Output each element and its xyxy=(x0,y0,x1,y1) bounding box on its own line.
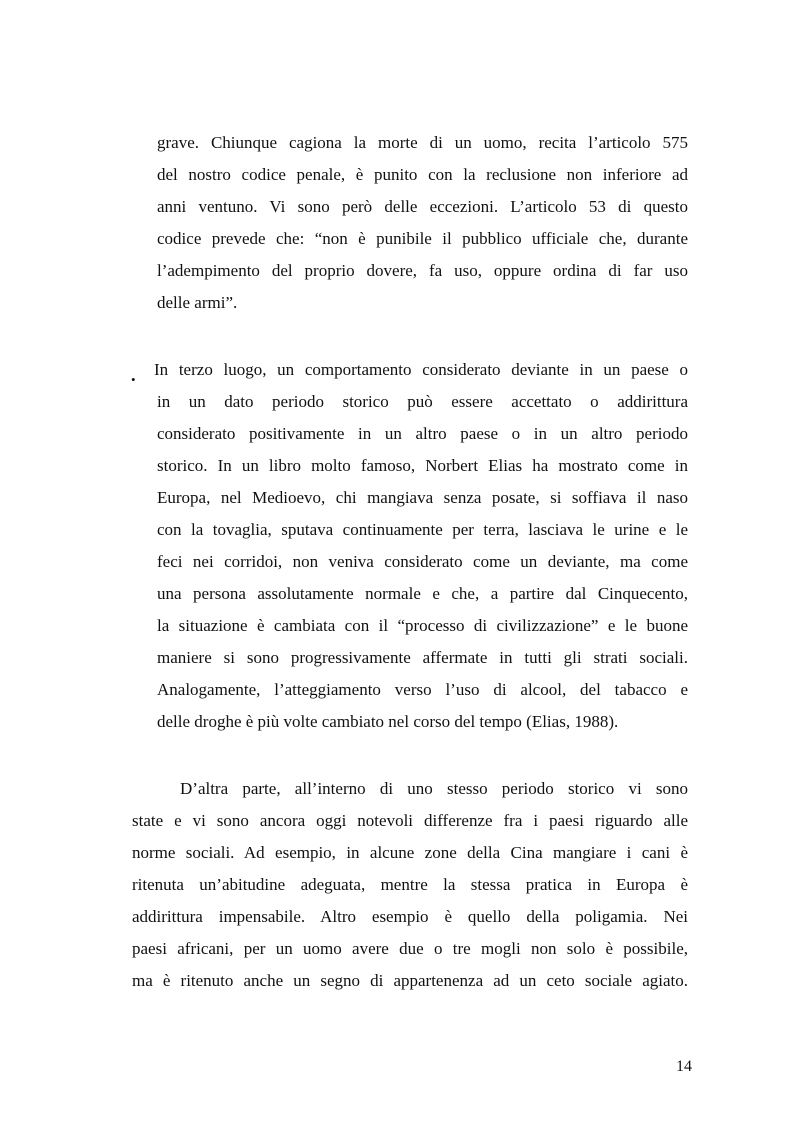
text-line: anni ventuno. Vi sono però delle eccezioni. L’articolo 53 di questo xyxy=(157,197,688,216)
text-line: Analogamente, l’atteggiamento verso l’uso di alcool, del tabacco e xyxy=(157,680,688,699)
text-line: considerato positivamente in un altro paese o in un altro periodo xyxy=(157,424,688,443)
text-line: delle armi”. xyxy=(157,293,238,312)
text-line: delle droghe è più volte cambiato nel corso del tempo (Elias, 1988). xyxy=(157,712,619,731)
text-line: state e vi sono ancora oggi notevoli differenze fra i paesi riguardo alle xyxy=(132,811,688,830)
text-line: in un dato periodo storico può essere accettato o addirittura xyxy=(157,392,688,411)
text-line: codice prevede che: “non è punibile il pubblico ufficiale che, durante xyxy=(157,229,688,248)
text-line: storico. In un libro molto famoso, Norbert Elias ha mostrato come in xyxy=(157,456,688,475)
text-line: In terzo luogo, un comportamento considerato deviante in un paese o xyxy=(154,360,688,379)
text-line: paesi africani, per un uomo avere due o tre mogli non solo è possibile, xyxy=(132,939,688,958)
text-line: norme sociali. Ad esempio, in alcune zone della Cina mangiare i cani è xyxy=(132,843,688,862)
text-line: l’adempimento del proprio dovere, fa uso, oppure ordina di far uso xyxy=(157,261,688,280)
text-line: ma è ritenuto anche un segno di appartenenza ad un ceto sociale agiato. xyxy=(132,971,688,990)
text-line: feci nei corridoi, non veniva considerato come un deviante, ma come xyxy=(157,552,688,571)
text-line: ritenuta un’abitudine adeguata, mentre la stessa pratica in Europa è xyxy=(132,875,688,894)
text-line: una persona assolutamente normale e che, a partire dal Cinquecento, xyxy=(157,584,688,603)
text-line: maniere si sono progressivamente affermate in tutti gli strati sociali. xyxy=(157,648,688,667)
text-line: con la tovaglia, sputava continuamente per terra, lasciava le urine e le xyxy=(157,520,688,539)
text-line: la situazione è cambiata con il “processo di civilizzazione” e le buone xyxy=(157,616,688,635)
text-line: del nostro codice penale, è punito con la reclusione non inferiore ad xyxy=(157,165,688,184)
text-line: grave. Chiunque cagiona la morte di un uomo, recita l’articolo 575 xyxy=(157,133,688,152)
text-line: addirittura impensabile. Altro esempio è quello della poligamia. Nei xyxy=(132,907,688,926)
bullet-marker: • xyxy=(131,372,136,387)
text-line: Europa, nel Medioevo, chi mangiava senza posate, si soffiava il naso xyxy=(157,488,688,507)
page-number: 14 xyxy=(676,1058,692,1075)
text-line: D’altra parte, all’interno di uno stesso periodo storico vi sono xyxy=(180,779,688,798)
